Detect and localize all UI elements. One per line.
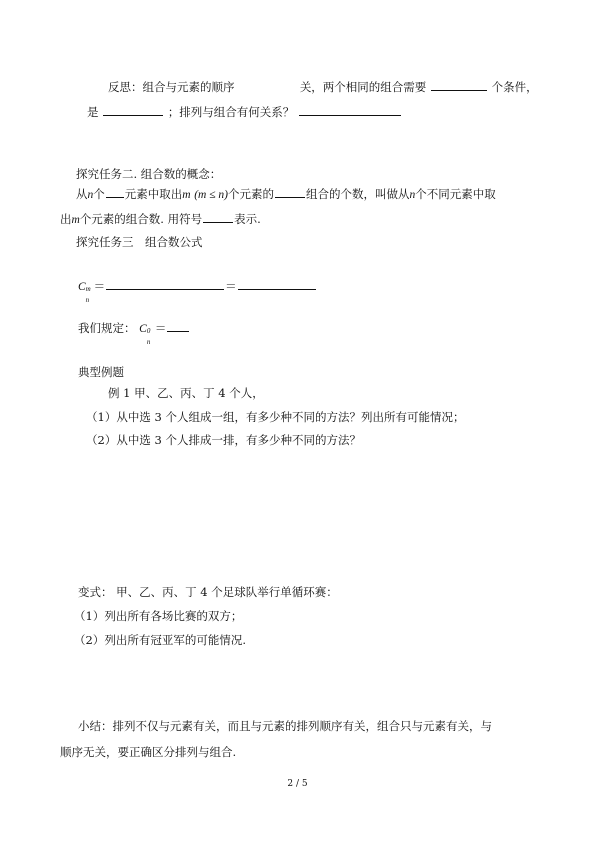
var-m-2: m — [71, 214, 80, 226]
task2-text-elements: 个元素的 — [228, 187, 274, 201]
reflection-text-c: 个条件， — [491, 80, 538, 94]
summary-line-2: 顺序无关，要正确区分排列与组合. — [60, 745, 237, 759]
task2-text-distinct: 个不同元素中取 — [415, 187, 496, 201]
page-number: 2 / 5 — [287, 779, 308, 789]
task2-text-take: 元素中取出 — [124, 187, 183, 201]
task2-text-denote: 表示. — [234, 212, 261, 226]
variant-title: 变式： 甲、乙、丙、丁 4 个足球队举行单循环赛： — [78, 585, 338, 599]
formula-superscript: m — [85, 285, 91, 293]
task2-text-ge: 个 — [93, 187, 105, 201]
rule-label: 我们规定： — [78, 321, 136, 335]
fill-blank-symbol[interactable] — [203, 211, 233, 223]
fill-blank-formula-1[interactable] — [106, 278, 224, 290]
var-m: m — [182, 189, 191, 201]
var-n: n — [87, 189, 94, 201]
task2-text-called: 组合的个数，叫做从 — [306, 187, 410, 201]
reflection-text-d: 是 — [87, 105, 99, 119]
fill-blank-relation[interactable] — [299, 104, 401, 116]
combination-symbol: C — [78, 281, 86, 293]
task2-text-from: 从 — [76, 187, 88, 201]
examples-title: 典型例题 — [78, 365, 124, 379]
task2-text-symbol: 个元素的组合数. 用符号 — [79, 212, 203, 226]
combination-symbol-zero: C — [139, 323, 147, 335]
task2-paragraph-line-2 — [60, 211, 261, 227]
variant-question-1: （1）列出所有各场比赛的双方； — [74, 609, 243, 623]
fill-blank-conditions[interactable] — [431, 79, 487, 91]
rule-superscript: 0 — [146, 327, 151, 335]
reflection-line-1 — [108, 79, 538, 94]
equals-sign: ＝ — [93, 279, 106, 293]
reflection-text-a: 反思：组合与元素的顺序 — [108, 80, 235, 94]
fill-blank-rule[interactable] — [167, 320, 189, 332]
example-1-question-2: （2）从中选 3 个人排成一排，有多少种不同的方法？ — [86, 433, 361, 447]
convention-rule — [78, 320, 190, 346]
variant-question-2: （2）列出所有冠亚军的可能情况. — [74, 633, 246, 647]
var-n-2: n — [409, 189, 416, 201]
example-1: 例 1 甲、乙、丙、丁 4 个人， — [108, 386, 264, 400]
task2-title: 探究任务二. 组合数的概念： — [76, 167, 222, 181]
condition-m-le-n: (m ≤ n) — [194, 189, 228, 201]
fill-blank-are[interactable] — [103, 104, 163, 116]
rule-subscript: n — [146, 338, 151, 346]
task2-paragraph-line-1 — [76, 186, 496, 202]
fill-blank-different[interactable] — [106, 186, 124, 198]
equals-sign-2: ＝ — [225, 279, 237, 293]
reflection-text-e: ；排列与组合有何关系？ — [167, 105, 295, 119]
reflection-line-2 — [87, 104, 402, 119]
reflection-text-b: 关，两个相同的组合需要 — [299, 80, 427, 94]
fill-blank-formula-2[interactable] — [238, 278, 316, 290]
combination-formula — [78, 278, 317, 304]
example-1-question-1: （1）从中选 3 个人组成一组，有多少种不同的方法？列出所有可能情况； — [86, 410, 465, 424]
task3-title: 探究任务三 组合数公式 — [76, 235, 203, 249]
fill-blank-all[interactable] — [275, 186, 305, 198]
task2-text-out: 出 — [60, 212, 72, 226]
rule-equals: ＝ — [154, 321, 167, 335]
summary-line-1: 小结：排列不仅与元素有关，而且与元素的排列顺序有关，组合只与元素有关，与 — [78, 719, 492, 733]
formula-subscript: n — [85, 296, 90, 304]
